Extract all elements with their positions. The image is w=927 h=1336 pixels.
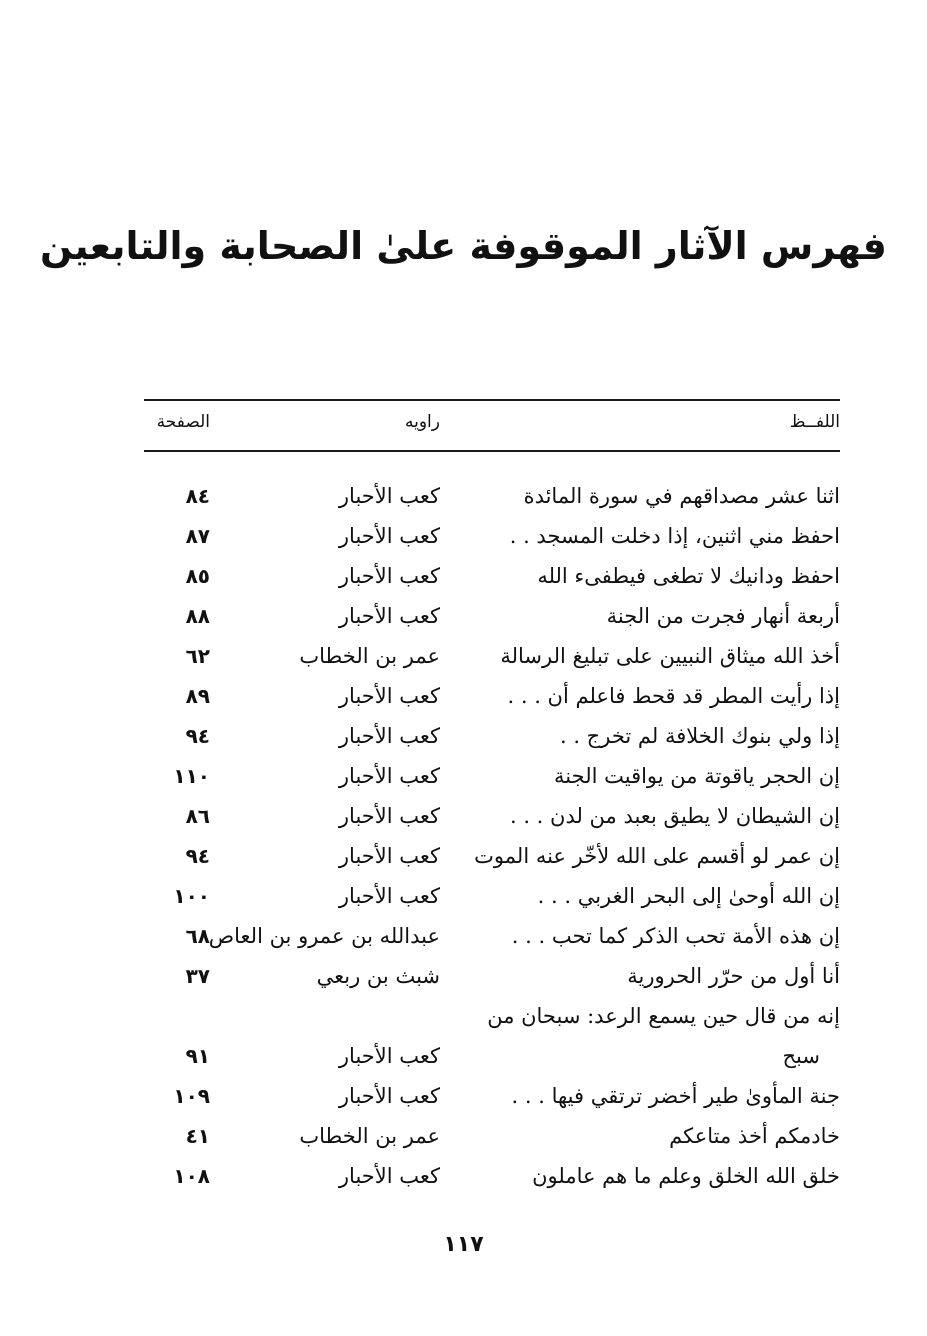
row-page: ٨٧: [185, 524, 210, 548]
row-page: ٦٨: [185, 924, 210, 948]
table-row: [144, 916, 840, 956]
table-row: [144, 756, 840, 796]
row-page: ١١٠: [173, 764, 210, 788]
table-row: [144, 996, 840, 1036]
row-phrase: اثنا عشر مصداقهم في سورة المائدة: [523, 484, 840, 508]
row-narrator: كعب الأحبار: [338, 684, 440, 708]
row-page: ١٠٩: [173, 1084, 210, 1108]
table-row: [144, 876, 840, 916]
row-page: ٩٤: [185, 844, 210, 868]
row-narrator: عمر بن الخطاب: [299, 1124, 440, 1148]
page-number: ١١٧: [443, 1232, 484, 1257]
row-narrator: عمر بن الخطاب: [299, 644, 440, 668]
row-narrator: كعب الأحبار: [338, 1044, 440, 1068]
table-top-rule: [144, 399, 840, 401]
row-narrator: كعب الأحبار: [338, 524, 440, 548]
table-row: [144, 556, 840, 596]
row-phrase: خلق الله الخلق وعلم ما هم عاملون: [532, 1164, 840, 1188]
table-row: [144, 1076, 840, 1116]
table-row: [144, 716, 840, 756]
table-row: [144, 476, 840, 516]
row-narrator: كعب الأحبار: [338, 604, 440, 628]
row-phrase: أخذ الله ميثاق النبيين على تبليغ الرسالة: [500, 644, 840, 668]
row-phrase: إن عمر لو أقسم على الله لأخّر عنه الموت: [474, 844, 840, 868]
row-page: ١٠٨: [173, 1164, 210, 1188]
row-narrator: كعب الأحبار: [338, 564, 440, 588]
row-page: ٨٥: [185, 564, 210, 588]
table-row: [144, 836, 840, 876]
row-narrator: كعب الأحبار: [338, 484, 440, 508]
table-header-row: [144, 412, 840, 442]
row-narrator: كعب الأحبار: [338, 1084, 440, 1108]
row-page: ٣٧: [185, 964, 210, 988]
table-row: [144, 636, 840, 676]
row-narrator: كعب الأحبار: [338, 884, 440, 908]
row-phrase: إن هذه الأمة تحب الذكر كما تحب . . .: [511, 924, 840, 948]
row-page: ٨٦: [185, 804, 210, 828]
row-narrator: شبث بن ربعي: [316, 964, 440, 988]
row-phrase: أنا أول من حرّر الحرورية: [627, 964, 840, 988]
row-phrase: سبح: [782, 1044, 820, 1068]
table-header-rule: [144, 450, 840, 452]
row-narrator: كعب الأحبار: [338, 844, 440, 868]
table-row: [144, 956, 840, 996]
row-phrase: إن الحجر ياقوتة من يواقيت الجنة: [554, 764, 840, 788]
table-row: [144, 676, 840, 716]
table-row: [144, 1116, 840, 1156]
table-row: [144, 1036, 840, 1076]
row-page: ٦٢: [185, 644, 210, 668]
row-narrator: كعب الأحبار: [338, 764, 440, 788]
row-page: ٩٤: [185, 724, 210, 748]
row-narrator: كعب الأحبار: [338, 804, 440, 828]
header-narrator: راويه: [405, 412, 440, 432]
page-title: فهرس الآثار الموقوفة علىٰ الصحابة والتابعين: [40, 224, 887, 268]
row-narrator: كعب الأحبار: [338, 1164, 440, 1188]
row-phrase: أربعة أنهار فجرت من الجنة: [606, 604, 840, 628]
row-phrase: إن الله أوحىٰ إلى البحر الغربي . . .: [537, 884, 840, 908]
row-page: ٤١: [185, 1124, 210, 1148]
table-row: [144, 796, 840, 836]
header-phrase: اللفــظ: [789, 412, 840, 432]
table-row: [144, 596, 840, 636]
row-phrase: إذا ولي بنوك الخلافة لم تخرج . .: [559, 724, 840, 748]
row-phrase: إنه من قال حين يسمع الرعد: سبحان من: [487, 1004, 840, 1028]
row-page: ٨٩: [185, 684, 210, 708]
row-page: ٩١: [185, 1044, 210, 1068]
row-narrator: عبدالله بن عمرو بن العاص: [208, 924, 440, 948]
row-phrase: إن الشيطان لا يطيق بعبد من لدن . . .: [509, 804, 840, 828]
row-phrase: احفظ مني اثنين، إذا دخلت المسجد . .: [509, 524, 840, 548]
row-page: ٨٨: [185, 604, 210, 628]
table-row: [144, 1156, 840, 1196]
row-phrase: خادمكم أخذ متاعكم: [669, 1124, 840, 1148]
row-phrase: احفظ ودانيك لا تطغى فيطفىء الله: [537, 564, 840, 588]
header-page: الصفحة: [156, 412, 210, 432]
index-table-body: [144, 476, 840, 1196]
row-phrase: جنة المأوىٰ طير أخضر ترتقي فيها . . .: [511, 1084, 840, 1108]
table-row: [144, 516, 840, 556]
row-page: ١٠٠: [173, 884, 210, 908]
row-phrase: إذا رأيت المطر قد قحط فاعلم أن . . .: [507, 684, 840, 708]
row-page: ٨٤: [185, 484, 210, 508]
row-narrator: كعب الأحبار: [338, 724, 440, 748]
